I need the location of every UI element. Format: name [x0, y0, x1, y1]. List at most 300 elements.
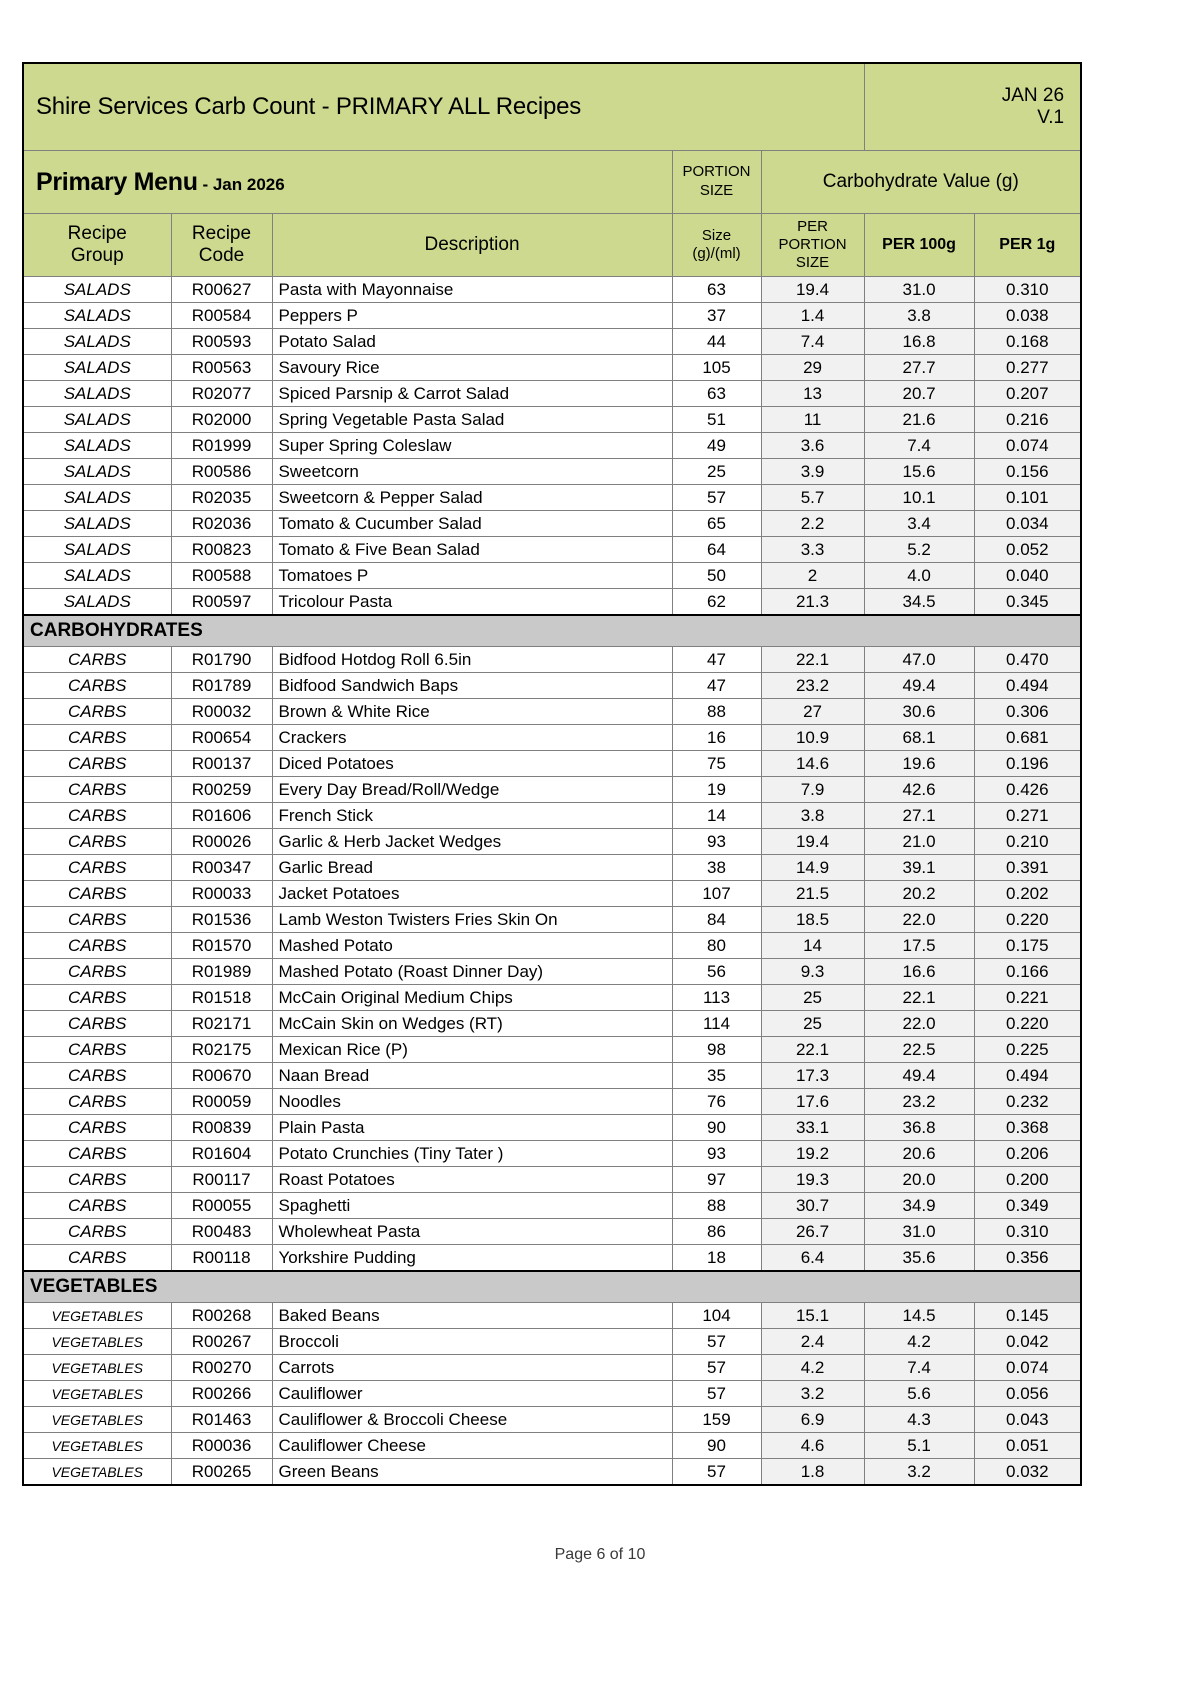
version-date: JAN 26 — [1001, 85, 1065, 107]
cell-recipe-group: CARBS — [23, 1089, 171, 1115]
cell-per-portion-size: 3.8 — [761, 803, 864, 829]
cell-recipe-code: R02035 — [171, 485, 272, 511]
cell-description: Spring Vegetable Pasta Salad — [272, 407, 672, 433]
cell-portion-size: 98 — [672, 1037, 761, 1063]
cell-per-1g: 0.074 — [974, 433, 1081, 459]
cell-per-100g: 14.5 — [864, 1303, 974, 1329]
cell-per-100g: 20.0 — [864, 1167, 974, 1193]
cell-recipe-code: R01570 — [171, 933, 272, 959]
cell-description: Noodles — [272, 1089, 672, 1115]
cell-description: Garlic & Herb Jacket Wedges — [272, 829, 672, 855]
cell-recipe-code: R00268 — [171, 1303, 272, 1329]
cell-recipe-code: R00032 — [171, 699, 272, 725]
cell-recipe-code: R01989 — [171, 959, 272, 985]
cell-per-portion-size: 23.2 — [761, 673, 864, 699]
table-row — [23, 1115, 1081, 1141]
carbohydrate-value-header: Carbohydrate Value (g) — [761, 151, 1081, 214]
cell-portion-size: 90 — [672, 1433, 761, 1459]
column-header-per-portion-size: PER PORTION SIZE — [761, 214, 864, 277]
cell-description: Mashed Potato (Roast Dinner Day) — [272, 959, 672, 985]
cell-per-portion-size: 26.7 — [761, 1219, 864, 1245]
cell-per-portion-size: 21.3 — [761, 589, 864, 616]
cell-portion-size: 57 — [672, 1381, 761, 1407]
cell-per-portion-size: 33.1 — [761, 1115, 864, 1141]
cell-recipe-group: SALADS — [23, 563, 171, 589]
cell-per-100g: 35.6 — [864, 1245, 974, 1272]
cell-portion-size: 47 — [672, 647, 761, 673]
cell-recipe-group: SALADS — [23, 277, 171, 303]
cell-recipe-group: CARBS — [23, 855, 171, 881]
cell-recipe-group: CARBS — [23, 1037, 171, 1063]
cell-recipe-code: R00270 — [171, 1355, 272, 1381]
cell-description: Bidfood Hotdog Roll 6.5in — [272, 647, 672, 673]
cell-recipe-group: SALADS — [23, 459, 171, 485]
cell-description: Broccoli — [272, 1329, 672, 1355]
cell-per-100g: 22.0 — [864, 1011, 974, 1037]
cell-portion-size: 107 — [672, 881, 761, 907]
cell-portion-size: 113 — [672, 985, 761, 1011]
menu-title-main: Primary Menu — [36, 167, 198, 196]
cell-per-portion-size: 1.4 — [761, 303, 864, 329]
cell-per-1g: 0.074 — [974, 1355, 1081, 1381]
cell-recipe-code: R01999 — [171, 433, 272, 459]
cell-description: Bidfood Sandwich Baps — [272, 673, 672, 699]
cell-description: Diced Potatoes — [272, 751, 672, 777]
table-row — [23, 699, 1081, 725]
cell-per-100g: 31.0 — [864, 277, 974, 303]
cell-recipe-group: VEGETABLES — [23, 1433, 171, 1459]
cell-per-1g: 0.349 — [974, 1193, 1081, 1219]
cell-portion-size: 57 — [672, 1459, 761, 1486]
cell-per-portion-size: 19.4 — [761, 829, 864, 855]
cell-description: Savoury Rice — [272, 355, 672, 381]
cell-portion-size: 63 — [672, 277, 761, 303]
cell-per-portion-size: 14 — [761, 933, 864, 959]
table-row — [23, 777, 1081, 803]
carb-count-table — [22, 62, 1082, 1486]
cell-per-100g: 3.8 — [864, 303, 974, 329]
cell-portion-size: 84 — [672, 907, 761, 933]
cell-recipe-group: VEGETABLES — [23, 1329, 171, 1355]
table-row — [23, 381, 1081, 407]
cell-recipe-group: SALADS — [23, 355, 171, 381]
cell-per-portion-size: 2.2 — [761, 511, 864, 537]
cell-recipe-code: R00588 — [171, 563, 272, 589]
cell-per-1g: 0.038 — [974, 303, 1081, 329]
cell-per-100g: 34.5 — [864, 589, 974, 616]
table-row — [23, 1303, 1081, 1329]
table-row — [23, 589, 1081, 616]
cell-portion-size: 18 — [672, 1245, 761, 1272]
version-block — [864, 63, 1081, 151]
cell-recipe-group: CARBS — [23, 1167, 171, 1193]
cell-per-portion-size: 5.7 — [761, 485, 864, 511]
cell-recipe-code: R00347 — [171, 855, 272, 881]
cell-recipe-group: VEGETABLES — [23, 1303, 171, 1329]
cell-recipe-code: R00839 — [171, 1115, 272, 1141]
cell-portion-size: 16 — [672, 725, 761, 751]
cell-description: Tricolour Pasta — [272, 589, 672, 616]
cell-description: Potato Crunchies (Tiny Tater ) — [272, 1141, 672, 1167]
cell-recipe-code: R02077 — [171, 381, 272, 407]
cell-per-portion-size: 10.9 — [761, 725, 864, 751]
cell-per-1g: 0.210 — [974, 829, 1081, 855]
table-row — [23, 1381, 1081, 1407]
cell-recipe-group: CARBS — [23, 1063, 171, 1089]
cell-per-portion-size: 22.1 — [761, 1037, 864, 1063]
section-header-label: CARBOHYDRATES — [23, 615, 1081, 647]
table-row — [23, 1141, 1081, 1167]
table-row — [23, 1459, 1081, 1486]
cell-per-100g: 68.1 — [864, 725, 974, 751]
cell-portion-size: 44 — [672, 329, 761, 355]
cell-per-portion-size: 25 — [761, 985, 864, 1011]
cell-per-portion-size: 27 — [761, 699, 864, 725]
cell-per-1g: 0.040 — [974, 563, 1081, 589]
column-header-per-100g: PER 100g — [864, 214, 974, 277]
cell-per-100g: 19.6 — [864, 751, 974, 777]
cell-per-100g: 15.6 — [864, 459, 974, 485]
cell-portion-size: 86 — [672, 1219, 761, 1245]
cell-per-100g: 5.1 — [864, 1433, 974, 1459]
menu-band-row — [23, 151, 1081, 214]
cell-per-1g: 0.216 — [974, 407, 1081, 433]
cell-per-1g: 0.034 — [974, 511, 1081, 537]
cell-per-100g: 23.2 — [864, 1089, 974, 1115]
cell-recipe-code: R00593 — [171, 329, 272, 355]
cell-description: Garlic Bread — [272, 855, 672, 881]
cell-recipe-code: R02000 — [171, 407, 272, 433]
cell-per-100g: 4.3 — [864, 1407, 974, 1433]
cell-per-portion-size: 13 — [761, 381, 864, 407]
table-row — [23, 1433, 1081, 1459]
cell-recipe-code: R00267 — [171, 1329, 272, 1355]
cell-recipe-code: R00563 — [171, 355, 272, 381]
cell-recipe-group: CARBS — [23, 725, 171, 751]
cell-description: Pasta with Mayonnaise — [272, 277, 672, 303]
cell-per-1g: 0.166 — [974, 959, 1081, 985]
cell-per-1g: 0.271 — [974, 803, 1081, 829]
cell-description: Sweetcorn — [272, 459, 672, 485]
column-header-size: Size (g)/(ml) — [672, 214, 761, 277]
cell-recipe-group: SALADS — [23, 511, 171, 537]
cell-per-1g: 0.168 — [974, 329, 1081, 355]
cell-per-100g: 20.7 — [864, 381, 974, 407]
cell-per-1g: 0.220 — [974, 1011, 1081, 1037]
cell-description: McCain Original Medium Chips — [272, 985, 672, 1011]
cell-per-100g: 27.1 — [864, 803, 974, 829]
table-row — [23, 329, 1081, 355]
cell-per-1g: 0.310 — [974, 1219, 1081, 1245]
cell-portion-size: 88 — [672, 1193, 761, 1219]
cell-description: Peppers P — [272, 303, 672, 329]
cell-per-1g: 0.368 — [974, 1115, 1081, 1141]
cell-recipe-code: R01789 — [171, 673, 272, 699]
cell-portion-size: 35 — [672, 1063, 761, 1089]
cell-recipe-group: CARBS — [23, 1193, 171, 1219]
table-row — [23, 303, 1081, 329]
cell-recipe-code: R02175 — [171, 1037, 272, 1063]
cell-description: Potato Salad — [272, 329, 672, 355]
column-header-row — [23, 214, 1081, 277]
cell-description: Cauliflower & Broccoli Cheese — [272, 1407, 672, 1433]
cell-per-1g: 0.206 — [974, 1141, 1081, 1167]
table-row — [23, 537, 1081, 563]
cell-portion-size: 159 — [672, 1407, 761, 1433]
cell-portion-size: 80 — [672, 933, 761, 959]
table-row — [23, 1407, 1081, 1433]
cell-description: Naan Bread — [272, 1063, 672, 1089]
cell-per-portion-size: 19.3 — [761, 1167, 864, 1193]
cell-portion-size: 65 — [672, 511, 761, 537]
table-row — [23, 1011, 1081, 1037]
cell-recipe-group: CARBS — [23, 803, 171, 829]
cell-description: Yorkshire Pudding — [272, 1245, 672, 1272]
cell-per-portion-size: 19.4 — [761, 277, 864, 303]
table-row — [23, 907, 1081, 933]
cell-recipe-code: R00026 — [171, 829, 272, 855]
column-header-recipe-group: Recipe Group — [23, 214, 171, 277]
cell-recipe-group: SALADS — [23, 303, 171, 329]
cell-portion-size: 57 — [672, 1355, 761, 1381]
cell-per-1g: 0.042 — [974, 1329, 1081, 1355]
cell-recipe-group: SALADS — [23, 407, 171, 433]
table-row — [23, 511, 1081, 537]
page-title: Shire Services Carb Count - PRIMARY ALL Recipes — [23, 63, 864, 151]
cell-per-100g: 39.1 — [864, 855, 974, 881]
cell-per-1g: 0.221 — [974, 985, 1081, 1011]
cell-recipe-group: CARBS — [23, 933, 171, 959]
cell-per-100g: 10.1 — [864, 485, 974, 511]
cell-recipe-code: R00654 — [171, 725, 272, 751]
cell-per-100g: 5.2 — [864, 537, 974, 563]
cell-recipe-group: CARBS — [23, 751, 171, 777]
cell-per-portion-size: 9.3 — [761, 959, 864, 985]
table-row — [23, 1089, 1081, 1115]
cell-portion-size: 50 — [672, 563, 761, 589]
cell-per-100g: 20.2 — [864, 881, 974, 907]
table-row — [23, 355, 1081, 381]
cell-per-portion-size: 15.1 — [761, 1303, 864, 1329]
cell-recipe-group: SALADS — [23, 433, 171, 459]
section-header-label: VEGETABLES — [23, 1271, 1081, 1303]
cell-portion-size: 75 — [672, 751, 761, 777]
cell-per-portion-size: 21.5 — [761, 881, 864, 907]
cell-per-1g: 0.196 — [974, 751, 1081, 777]
cell-description: Plain Pasta — [272, 1115, 672, 1141]
cell-per-portion-size: 17.3 — [761, 1063, 864, 1089]
cell-portion-size: 90 — [672, 1115, 761, 1141]
cell-description: Every Day Bread/Roll/Wedge — [272, 777, 672, 803]
table-row — [23, 829, 1081, 855]
cell-recipe-code: R00117 — [171, 1167, 272, 1193]
cell-recipe-code: R00597 — [171, 589, 272, 616]
cell-per-1g: 0.052 — [974, 537, 1081, 563]
cell-recipe-code: R00118 — [171, 1245, 272, 1272]
table-row — [23, 933, 1081, 959]
cell-description: Crackers — [272, 725, 672, 751]
cell-portion-size: 104 — [672, 1303, 761, 1329]
cell-per-100g: 16.6 — [864, 959, 974, 985]
portion-size-line1: PORTION — [682, 163, 751, 181]
table-row — [23, 985, 1081, 1011]
cell-per-1g: 0.156 — [974, 459, 1081, 485]
cell-per-1g: 0.051 — [974, 1433, 1081, 1459]
cell-per-portion-size: 2.4 — [761, 1329, 864, 1355]
cell-per-100g: 3.4 — [864, 511, 974, 537]
table-row — [23, 959, 1081, 985]
cell-recipe-group: CARBS — [23, 1115, 171, 1141]
cell-per-100g: 22.1 — [864, 985, 974, 1011]
table-row — [23, 1063, 1081, 1089]
portion-size-line2: SIZE — [699, 182, 734, 199]
table-row — [23, 1167, 1081, 1193]
cell-recipe-code: R02171 — [171, 1011, 272, 1037]
cell-recipe-code: R00265 — [171, 1459, 272, 1486]
cell-recipe-group: CARBS — [23, 881, 171, 907]
cell-per-portion-size: 4.6 — [761, 1433, 864, 1459]
cell-per-100g: 49.4 — [864, 673, 974, 699]
version-number: V.1 — [1037, 107, 1065, 128]
cell-recipe-group: VEGETABLES — [23, 1459, 171, 1486]
cell-portion-size: 49 — [672, 433, 761, 459]
document-title-row — [23, 63, 1081, 151]
table-row — [23, 433, 1081, 459]
cell-per-100g: 22.5 — [864, 1037, 974, 1063]
cell-recipe-code: R00137 — [171, 751, 272, 777]
cell-portion-size: 62 — [672, 589, 761, 616]
cell-per-100g: 20.6 — [864, 1141, 974, 1167]
table-row — [23, 1329, 1081, 1355]
cell-per-portion-size: 17.6 — [761, 1089, 864, 1115]
cell-per-100g: 17.5 — [864, 933, 974, 959]
page-footer: Page 6 of 10 — [554, 1546, 646, 1563]
cell-per-100g: 36.8 — [864, 1115, 974, 1141]
cell-per-100g: 30.6 — [864, 699, 974, 725]
cell-portion-size: 38 — [672, 855, 761, 881]
table-row — [23, 881, 1081, 907]
cell-description: Baked Beans — [272, 1303, 672, 1329]
cell-per-1g: 0.426 — [974, 777, 1081, 803]
cell-recipe-code: R00266 — [171, 1381, 272, 1407]
cell-recipe-group: SALADS — [23, 589, 171, 616]
cell-portion-size: 97 — [672, 1167, 761, 1193]
table-row — [23, 647, 1081, 673]
cell-description: Mashed Potato — [272, 933, 672, 959]
table-row — [23, 1037, 1081, 1063]
cell-per-1g: 0.207 — [974, 381, 1081, 407]
cell-per-portion-size: 18.5 — [761, 907, 864, 933]
cell-description: Super Spring Coleslaw — [272, 433, 672, 459]
cell-portion-size: 51 — [672, 407, 761, 433]
cell-per-100g: 4.2 — [864, 1329, 974, 1355]
cell-recipe-code: R01518 — [171, 985, 272, 1011]
cell-per-1g: 0.032 — [974, 1459, 1081, 1486]
cell-recipe-code: R01604 — [171, 1141, 272, 1167]
cell-per-portion-size: 7.9 — [761, 777, 864, 803]
cell-recipe-group: CARBS — [23, 699, 171, 725]
cell-per-1g: 0.277 — [974, 355, 1081, 381]
cell-portion-size: 56 — [672, 959, 761, 985]
cell-description: Tomato & Cucumber Salad — [272, 511, 672, 537]
table-row — [23, 751, 1081, 777]
cell-per-1g: 0.345 — [974, 589, 1081, 616]
table-row — [23, 1219, 1081, 1245]
table-row — [23, 459, 1081, 485]
cell-per-1g: 0.306 — [974, 699, 1081, 725]
cell-description: Sweetcorn & Pepper Salad — [272, 485, 672, 511]
table-row — [23, 407, 1081, 433]
cell-per-portion-size: 11 — [761, 407, 864, 433]
cell-portion-size: 25 — [672, 459, 761, 485]
cell-portion-size: 19 — [672, 777, 761, 803]
cell-recipe-code: R00036 — [171, 1433, 272, 1459]
cell-per-1g: 0.101 — [974, 485, 1081, 511]
cell-per-1g: 0.232 — [974, 1089, 1081, 1115]
cell-recipe-code: R00670 — [171, 1063, 272, 1089]
cell-recipe-code: R00259 — [171, 777, 272, 803]
cell-portion-size: 57 — [672, 485, 761, 511]
cell-per-100g: 34.9 — [864, 1193, 974, 1219]
cell-per-portion-size: 3.6 — [761, 433, 864, 459]
cell-description: McCain Skin on Wedges (RT) — [272, 1011, 672, 1037]
cell-per-portion-size: 14.6 — [761, 751, 864, 777]
cell-per-100g: 3.2 — [864, 1459, 974, 1486]
cell-recipe-group: VEGETABLES — [23, 1381, 171, 1407]
cell-per-1g: 0.202 — [974, 881, 1081, 907]
cell-recipe-code: R00033 — [171, 881, 272, 907]
cell-per-portion-size: 19.2 — [761, 1141, 864, 1167]
cell-per-1g: 0.200 — [974, 1167, 1081, 1193]
cell-per-100g: 16.8 — [864, 329, 974, 355]
cell-per-100g: 21.0 — [864, 829, 974, 855]
cell-per-portion-size: 2 — [761, 563, 864, 589]
cell-per-100g: 42.6 — [864, 777, 974, 803]
table-row — [23, 855, 1081, 881]
cell-recipe-group: CARBS — [23, 673, 171, 699]
portion-size-header — [672, 151, 761, 214]
cell-description: Cauliflower — [272, 1381, 672, 1407]
cell-recipe-group: CARBS — [23, 647, 171, 673]
cell-per-1g: 0.494 — [974, 673, 1081, 699]
cell-portion-size: 93 — [672, 829, 761, 855]
table-row — [23, 563, 1081, 589]
cell-recipe-group: CARBS — [23, 985, 171, 1011]
cell-recipe-code: R00584 — [171, 303, 272, 329]
cell-per-portion-size: 3.9 — [761, 459, 864, 485]
cell-per-portion-size: 30.7 — [761, 1193, 864, 1219]
cell-per-portion-size: 6.4 — [761, 1245, 864, 1272]
cell-per-100g: 21.6 — [864, 407, 974, 433]
cell-description: Tomatoes P — [272, 563, 672, 589]
cell-portion-size: 14 — [672, 803, 761, 829]
cell-per-100g: 7.4 — [864, 433, 974, 459]
cell-portion-size: 114 — [672, 1011, 761, 1037]
cell-per-portion-size: 3.2 — [761, 1381, 864, 1407]
cell-recipe-group: CARBS — [23, 1141, 171, 1167]
cell-recipe-group: VEGETABLES — [23, 1407, 171, 1433]
cell-recipe-code: R02036 — [171, 511, 272, 537]
cell-description: Wholewheat Pasta — [272, 1219, 672, 1245]
section-header-row — [23, 615, 1081, 647]
cell-description: Brown & White Rice — [272, 699, 672, 725]
cell-description: Spaghetti — [272, 1193, 672, 1219]
cell-per-100g: 31.0 — [864, 1219, 974, 1245]
cell-per-1g: 0.175 — [974, 933, 1081, 959]
cell-description: Jacket Potatoes — [272, 881, 672, 907]
cell-recipe-code: R00627 — [171, 277, 272, 303]
cell-per-1g: 0.494 — [974, 1063, 1081, 1089]
